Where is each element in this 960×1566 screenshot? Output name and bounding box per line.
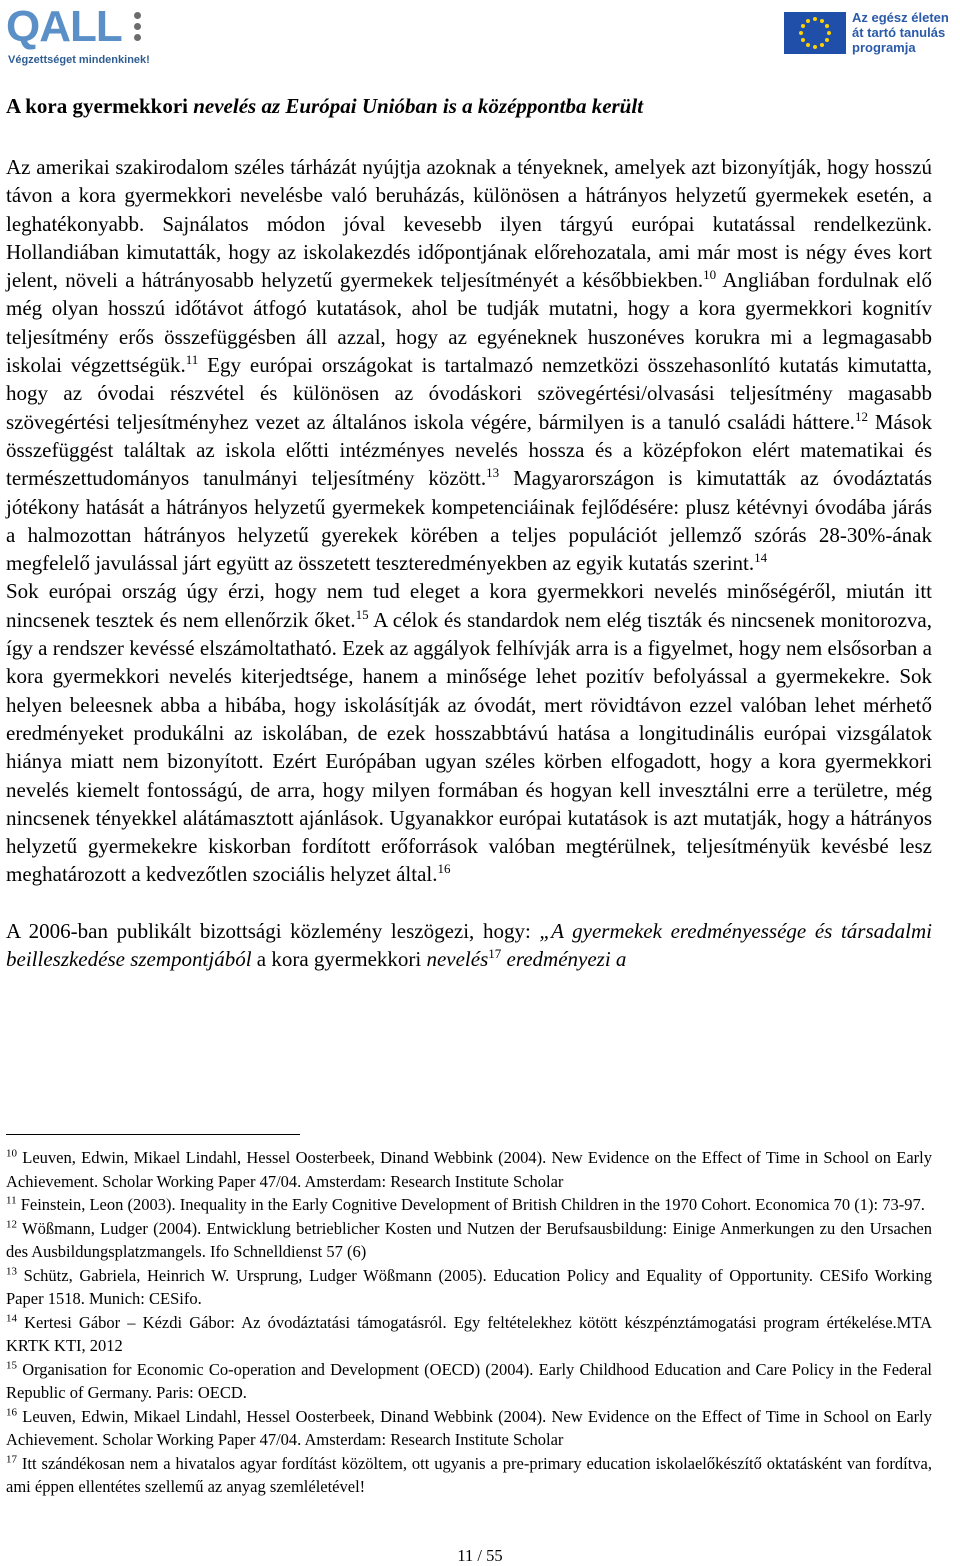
footnote-number: 14 bbox=[6, 1312, 17, 1324]
footnote-text: Leuven, Edwin, Mikael Lindahl, Hessel Oosterbeek, Dinand Webbink (2004). New Evidence on the Effect of Time in School on Early Achievement. Scholar Working Paper 47/04. Amsterdam: Research Institute Scholar bbox=[6, 1148, 932, 1191]
p2-text-1: Sok európai ország úgy érzi, hogy nem tud eleget a kora gyermekkori nevelés minőségéről, miután itt nincsenek tesztek és nem ellenőrzik őket. bbox=[6, 579, 932, 632]
eu-lifelong-learning-logo bbox=[784, 10, 954, 60]
qall-logo bbox=[6, 2, 150, 68]
p1-text-1: Az amerikai szakirodalom széles tárházát nyújtja azoknak a tényeknek, amelyek azt bizonyítják, hogy hosszú távon a kora gyermekkori nevelésbe való beruházás, különösen a hátrányos helyzetű gyermekek esetén, a leghatékonyabb. Sajnálatos módon jóval kevesebb ilyen tárgyú európai kutatással rendelkezünk. Hollandiában kimutatták, hogy az iskolakezdés időpontjának előrehozatala, ami már most is négy éves kort jelent, növeli a hátrányosabb helyzetű gyermekek teljesítményét a későbbiekben. bbox=[6, 155, 932, 293]
footnote-14 bbox=[6, 1311, 932, 1358]
page-number: 11 / 55 bbox=[457, 1546, 503, 1565]
footnote-number: 13 bbox=[6, 1265, 17, 1277]
footnote-text: Feinstein, Leon (2003). Inequality in the Early Cognitive Development of British Children in the 1970 Cohort. Economica 70 (1): 73-97. bbox=[16, 1195, 925, 1214]
footnote-ref-16[interactable]: 16 bbox=[437, 861, 451, 877]
paragraph-spacer bbox=[6, 889, 932, 917]
eu-stars-icon bbox=[784, 12, 846, 54]
footnote-number: 17 bbox=[6, 1453, 17, 1465]
footnote-number: 16 bbox=[6, 1406, 17, 1418]
p1-text-2: Angliában fordulnak elő még olyan hosszú időtávot átfogó kutatások, ahol be tudják mutatni, hogy a kora gyermekkori kognitív teljesítmény erős összefüggésben áll azzal, hogy az egyéneknek huszonéves korukra mi a legmagasabb iskolai végzettségük. bbox=[6, 268, 932, 378]
footnote-text: Wößmann, Ludger (2004). Entwicklung betrieblicher Kosten und Nutzen der Berufsausbildung: Einige Anmerkungen zu den Ursachen des Ausbildungsplatzmangels. Ifo Schnelldienst 57 (6) bbox=[6, 1218, 932, 1261]
footnote-text: Itt szándékosan nem a hivatalos agyar fordítást közöltem, ott ugyanis a pre-primary education iskolaelőkészítő oktatásként van fordítva, ami éppen ellentétes szellemű az anyag szemléletével! bbox=[6, 1453, 932, 1496]
footnote-17 bbox=[6, 1452, 932, 1499]
footnote-ref-12[interactable]: 12 bbox=[854, 408, 868, 424]
footnote-ref-17[interactable]: 17 bbox=[488, 946, 502, 962]
qall-tagline: Végzettséget mindenkinek! bbox=[8, 54, 150, 66]
qall-logo-word: QALL bbox=[6, 2, 122, 51]
footnote-10 bbox=[6, 1146, 932, 1193]
p2-text-2: A célok és standardok nem elég tiszták és nincsenek monitorozva, így a rendszer kevéssé elszámoltatható. Ezek az aggályok felhívják arra is a figyelmet, hogy nem elsősorban a kora gyermekkori nevelés kiterjedtsége, hanem a minősége lehet pozitív befolyással a gyermekekre. Sok helyen beleesnek abba a hibába, hogy iskolásítják az óvodát, mert rövidtávon ezzel valóban lehet mérhető eredményeket produkálni az iskolában, de ezek hosszabbtávú hatása a longitudinális európai vizsgálatok hiánya miatt nem bizonyított. Ezért Európában ugyan széles körben elfogadott, hogy a kora gyermekkori nevelés kiemelt fontosságú, de arra, hogy milyen formában és hogyan kell invesztálni erre a területre, még nincsenek tényekkel alátámasztott ajánlások. Ugyanakkor európai kutatások is azt mutatják, hogy a hátrányos helyzetű gyermekekre kiskorban fordított erőforrások valóban megtérülnek, teljesítményük kevésbé lesz meghatározott a kedvezőtlen szociális helyzet által. bbox=[6, 607, 932, 887]
footnote-separator bbox=[6, 1134, 300, 1135]
p1-text-5: Magyarországon is kimutatták az óvodáztatás jótékony hatását a hátrányos helyzetű gyermekek kompetenciáinak fejlődésére: plusz kétévnyi óvodába járás a halmozottan hátrányos helyzetű gyerekek körében a teljes populációt jellemző szórás 28-30%-ának megfelelő javulással járt együtt az összetett teszteredményekben az egyik kutatás szerint. bbox=[6, 466, 932, 576]
footnote-16 bbox=[6, 1405, 932, 1452]
footnote-text: Schütz, Gabriela, Heinrich W. Ursprung, Ludger Wößmann (2005). Education Policy and Equality of Opportunity. CESifo Working Paper 1518. Munich: CESifo. bbox=[6, 1265, 932, 1308]
eu-text-line1: Az egész életen bbox=[852, 10, 949, 25]
footnote-13 bbox=[6, 1264, 932, 1311]
footnote-number: 11 bbox=[6, 1194, 17, 1207]
p3-text-1: A 2006-ban publikált bizottsági közlemény leszögezi, hogy: bbox=[6, 918, 540, 943]
eu-text-line2: át tartó tanulás bbox=[852, 25, 946, 40]
footnote-number: 10 bbox=[6, 1147, 17, 1160]
main-body bbox=[6, 153, 932, 973]
section-title bbox=[6, 92, 936, 120]
footnote-ref-10[interactable]: 10 bbox=[703, 267, 717, 283]
p3-quote-3: eredményezi a bbox=[501, 947, 627, 972]
p3-quote-2: nevelés bbox=[426, 947, 489, 972]
footnote-12 bbox=[6, 1217, 932, 1264]
p1-text-3: Egy európai országokat is tartalmazó nemzetközi összehasonlító kutatás kimutatta, hogy az óvodai részvétel és különösen az óvodáskori szövegértési/olvasási teljesítmény magasabb szövegértési teljesítményhez vezet az általános iskola végére, bármilyen is a tanuló családi háttere. bbox=[6, 353, 932, 434]
page-header bbox=[0, 0, 960, 80]
title-part2: nevelés az Európai Unióban is a középpontba került bbox=[193, 94, 644, 118]
footnote-ref-15[interactable]: 15 bbox=[355, 606, 369, 622]
paragraph-2 bbox=[6, 577, 932, 888]
footnote-number: 12 bbox=[6, 1218, 17, 1230]
footnote-ref-11[interactable]: 11 bbox=[185, 352, 199, 368]
footnote-ref-13[interactable]: 13 bbox=[486, 465, 500, 481]
eu-text-line3: programja bbox=[852, 40, 916, 55]
footnote-number: 15 bbox=[6, 1359, 17, 1371]
footnote-15 bbox=[6, 1358, 932, 1405]
eu-flag-icon bbox=[784, 12, 846, 54]
footnote-11 bbox=[6, 1193, 932, 1217]
p1-text-4: Mások összefüggést találtak az iskola előtti intézményes nevelés hossza és a középfokon elért matematikai és természettudományos tanulmányi teljesítmény között. bbox=[6, 409, 933, 491]
paragraph-1 bbox=[6, 153, 932, 577]
footnote-text: Organisation for Economic Co-operation and Development (OECD) (2004). Early Childhood Education and Care Policy in the Federal Republic of Germany. Paris: OECD. bbox=[6, 1359, 932, 1402]
title-part1: A kora gyermekkori bbox=[6, 94, 194, 118]
footnote-text: Kertesi Gábor – Kézdi Gábor: Az óvodáztatási támogatásról. Egy feltételekhez kötött készpénztámogatási program értékelése.MTA KRTK KTI, 2012 bbox=[6, 1312, 932, 1355]
footnote-ref-14[interactable]: 14 bbox=[754, 550, 768, 566]
paragraph-3 bbox=[6, 917, 932, 974]
p3-text-2: a kora gyermekkori bbox=[251, 947, 427, 972]
footnote-text: Leuven, Edwin, Mikael Lindahl, Hessel Oosterbeek, Dinand Webbink (2004). New Evidence on the Effect of Time in School on Early Achievement. Scholar Working Paper 47/04. Amsterdam: Research Institute Scholar bbox=[6, 1406, 932, 1449]
qall-logo-dots bbox=[134, 12, 144, 42]
footnotes bbox=[6, 1146, 932, 1499]
eu-program-text bbox=[852, 10, 949, 55]
p3-quote-1: „A gyermekek eredményessége és társadalmi beilleszkedése szempontjából bbox=[6, 918, 932, 972]
